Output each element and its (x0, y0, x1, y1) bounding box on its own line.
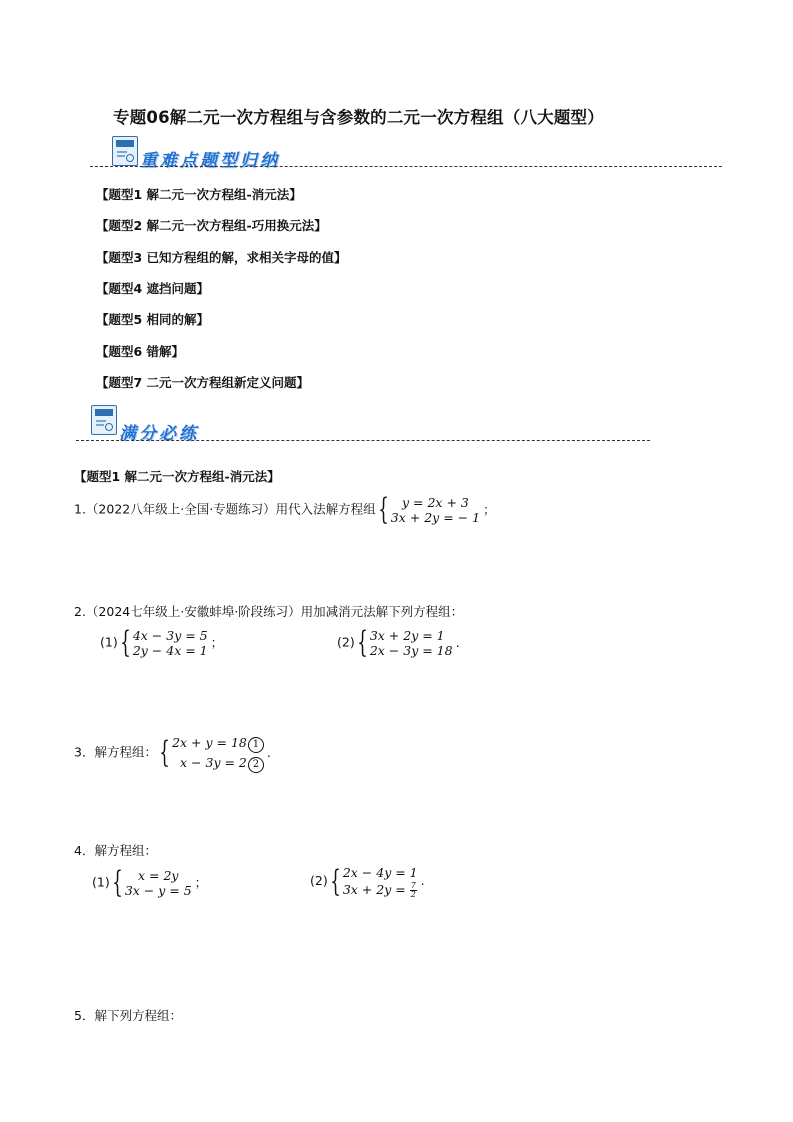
question-1-text: 1.（2022八年级上·全国·专题练习）用代入法解方程组 (74, 501, 376, 517)
equation-2-text: x − 3y = 2 (180, 755, 247, 770)
icon-bar (116, 140, 134, 147)
equations (172, 733, 264, 773)
document-icon (112, 136, 138, 166)
toc-item-4: 【题型4 遮挡问题】 (96, 281, 210, 296)
brace-icon: { (112, 865, 123, 900)
brace-icon: { (159, 735, 170, 770)
icon-line (117, 155, 125, 157)
part-label: (1) (92, 874, 110, 890)
icon-line (117, 151, 127, 153)
page-title: 专题06解二元一次方程组与含参数的二元一次方程组（八大题型） (113, 108, 604, 127)
equation-2 (343, 881, 418, 899)
equation-1 (172, 733, 264, 753)
magnifier-icon (126, 154, 134, 162)
equation-2: 3x + 2y = − 1 (390, 510, 481, 525)
equation-1-text: 2x + y = 18 (172, 735, 247, 750)
fraction (410, 882, 417, 899)
equation-system (376, 492, 481, 527)
toc-item-3: 【题型3 已知方程组的解，求相关字母的值】 (96, 250, 347, 265)
equation-system (118, 625, 208, 660)
fraction-denominator: 2 (410, 890, 416, 899)
equation-2: 3x − y = 5 (124, 883, 192, 898)
circled-number-1: 1 (248, 737, 264, 753)
punctuation: . (420, 873, 425, 888)
equation-2: 2x − 3y = 18 (369, 643, 453, 658)
part-label: (1) (100, 634, 118, 650)
dashed-divider (90, 166, 722, 167)
toc-item-7: 【题型7 二元一次方程组新定义问题】 (96, 375, 310, 390)
equations (343, 864, 418, 899)
fraction-numerator: 7 (410, 881, 416, 890)
equation-1: 4x − 3y = 5 (132, 628, 208, 643)
equation-system (355, 625, 453, 660)
part-label: (2) (337, 634, 355, 650)
question-4-text: 4．解方程组： (74, 843, 157, 858)
question-3 (74, 733, 271, 773)
equation-1: 2x − 4y = 1 (342, 865, 418, 880)
circled-number-2: 2 (248, 757, 264, 773)
icon-bar (95, 409, 113, 416)
brace-icon: { (120, 625, 131, 660)
equations (391, 495, 480, 525)
punctuation: ； (194, 874, 208, 890)
icon-line (96, 424, 104, 426)
part-label: (2) (310, 873, 328, 888)
equation-system (110, 865, 192, 900)
equation-system (157, 733, 264, 773)
section-heading: 【题型1 解二元一次方程组-消元法】 (74, 469, 280, 484)
question-4-part-2 (310, 864, 425, 899)
question-5-text: 5．解下列方程组： (74, 1008, 182, 1023)
toc-item-6: 【题型6 错解】 (96, 344, 185, 359)
equations (133, 628, 208, 658)
punctuation: ； (483, 501, 496, 517)
brace-icon: { (377, 492, 389, 527)
equations (370, 628, 453, 658)
equation-2-text: 3x + 2y = (342, 882, 406, 897)
toc-item-2: 【题型2 解二元一次方程组-巧用换元法】 (96, 218, 327, 233)
icon-line (96, 420, 106, 422)
equations (125, 868, 192, 898)
punctuation: . (455, 634, 460, 650)
question-1 (74, 492, 496, 527)
equation-2: 2y − 4x = 1 (132, 643, 208, 658)
brace-icon: { (330, 863, 341, 899)
question-2-part-2 (337, 625, 460, 660)
equation-1: 3x + 2y = 1 (369, 628, 445, 643)
equation-1: x = 2y (137, 868, 179, 883)
section-banner-practice: 满分必练 (119, 424, 199, 444)
toc-item-5: 【题型5 相同的解】 (96, 312, 210, 327)
document-icon (91, 405, 117, 435)
punctuation: . (266, 744, 271, 760)
punctuation: ； (210, 634, 224, 650)
magnifier-icon (105, 423, 113, 431)
toc-item-1: 【题型1 解二元一次方程组-消元法】 (96, 187, 302, 202)
question-2-text: 2.（2024七年级上·安徽蚌埠·阶段练习）用加减消元法解下列方程组： (74, 604, 464, 619)
equation-system (328, 864, 418, 899)
section-banner-summary: 重难点题型归纳 (140, 151, 280, 171)
brace-icon: { (357, 625, 368, 660)
dashed-divider (76, 440, 650, 441)
question-4-part-1 (92, 865, 208, 900)
question-2-part-1 (100, 625, 224, 660)
equation-2 (180, 753, 264, 773)
equation-1: y = 2x + 3 (401, 495, 469, 510)
question-3-text: 3．解方程组： (74, 744, 157, 760)
